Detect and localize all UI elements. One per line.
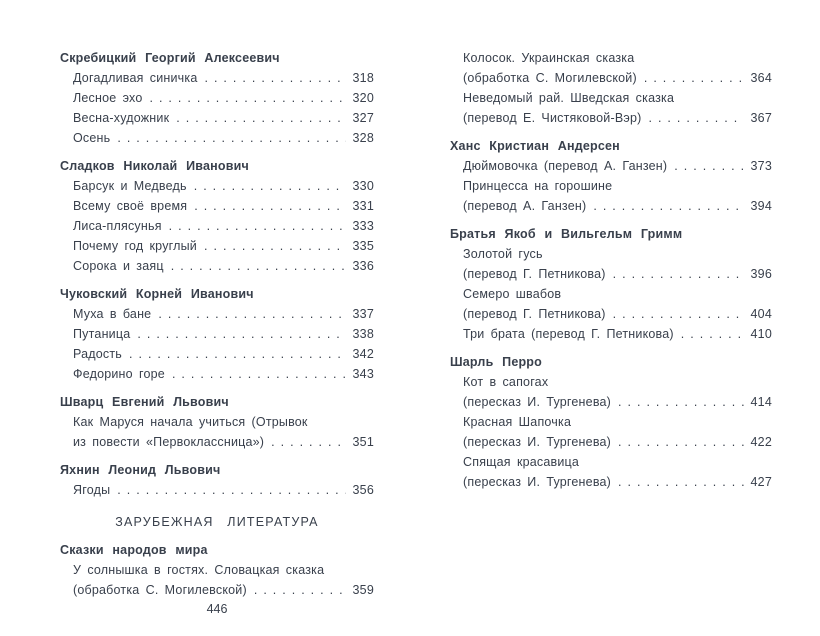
- entry-last-line: [73, 68, 374, 88]
- dot-leader: [149, 88, 346, 108]
- entry-title: из повести «Первоклассница»): [73, 435, 265, 449]
- entry-page-number: 343: [352, 367, 374, 381]
- entry-title: Дюймовочка (перевод А. Ганзен): [463, 159, 668, 173]
- toc-entry: [60, 412, 374, 452]
- entry-last-line: [73, 324, 374, 344]
- entry-title: Путаница: [73, 327, 131, 341]
- entry-last-line: [73, 196, 374, 216]
- toc-column-right: [450, 48, 772, 492]
- entry-last-line: [73, 256, 374, 276]
- entry-title: Лесное эхо: [73, 91, 143, 105]
- entry-title: Осень: [73, 131, 111, 145]
- toc-entry: [60, 304, 374, 324]
- entry-page-number: 328: [352, 131, 374, 145]
- author-heading: Сладков Николай Иванович: [60, 159, 249, 173]
- toc-entry: [60, 256, 374, 276]
- toc-entry: [60, 108, 374, 128]
- entry-last-line: [463, 432, 772, 452]
- entry-last-line: [73, 432, 374, 452]
- dot-leader: [169, 216, 346, 236]
- entry-title-line: Как Маруся начала учиться (Отрывок: [73, 415, 308, 429]
- entry-title-line: Спящая красавица: [463, 455, 580, 469]
- dot-leader: [593, 196, 744, 216]
- toc-entry: [450, 48, 772, 88]
- entry-last-line: [73, 128, 374, 148]
- entry-page-number: 364: [750, 71, 772, 85]
- entry-last-line: [463, 324, 772, 344]
- dot-leader: [204, 68, 346, 88]
- entry-title: (перевод А. Ганзен): [463, 199, 587, 213]
- toc-entry: [60, 196, 374, 216]
- entry-page-number: 336: [352, 259, 374, 273]
- entry-page-number: 337: [352, 307, 374, 321]
- entry-title-line: Красная Шапочка: [463, 415, 572, 429]
- dot-leader: [117, 128, 346, 148]
- entry-title: (перевод Г. Петникова): [463, 267, 606, 281]
- author-heading: Ханс Кристиан Андерсен: [450, 139, 620, 153]
- entry-last-line: [463, 264, 772, 284]
- dot-leader: [137, 324, 346, 344]
- entry-last-line: [463, 156, 772, 176]
- dot-leader: [271, 432, 346, 452]
- toc-entry: [60, 324, 374, 344]
- author-heading: Шарль Перро: [450, 355, 542, 369]
- dot-leader: [158, 304, 346, 324]
- entry-page-number: 373: [750, 159, 772, 173]
- dot-leader: [129, 344, 346, 364]
- entry-page-number: 320: [352, 91, 374, 105]
- dot-leader: [613, 264, 744, 284]
- entry-title: Всему своё время: [73, 199, 188, 213]
- entry-title-line: Кот в сапогах: [463, 375, 549, 389]
- dot-leader: [618, 432, 744, 452]
- page-number: 446: [206, 602, 228, 616]
- dot-leader: [613, 304, 744, 324]
- entry-last-line: [73, 88, 374, 108]
- toc-column-left: [60, 48, 374, 600]
- toc-entry: [450, 244, 772, 284]
- entry-page-number: 338: [352, 327, 374, 341]
- entry-last-line: [463, 392, 772, 412]
- entry-last-line: [73, 480, 374, 500]
- toc-entry: [60, 344, 374, 364]
- toc-entry: [450, 176, 772, 216]
- entry-page-number: 342: [352, 347, 374, 361]
- dot-leader: [172, 364, 346, 384]
- entry-last-line: [73, 108, 374, 128]
- author-heading: Скребицкий Георгий Алексеевич: [60, 51, 280, 65]
- author-heading: Сказки народов мира: [60, 543, 208, 557]
- entry-title: Догадливая синичка: [73, 71, 198, 85]
- entry-page-number: 330: [352, 179, 374, 193]
- dot-leader: [648, 108, 744, 128]
- entry-last-line: [463, 472, 772, 492]
- entry-page-number: 422: [750, 435, 772, 449]
- entry-title-line: Принцесса на горошине: [463, 179, 613, 193]
- entry-title: (пересказ И. Тургенева): [463, 395, 612, 409]
- entry-last-line: [463, 304, 772, 324]
- dot-leader: [618, 392, 744, 412]
- entry-page-number: 414: [750, 395, 772, 409]
- toc-entry: [60, 128, 374, 148]
- entry-last-line: [73, 364, 374, 384]
- entry-title: Лиса-плясунья: [73, 219, 162, 233]
- entry-page-number: 427: [750, 475, 772, 489]
- toc-entry: [450, 412, 772, 452]
- dot-leader: [194, 176, 346, 196]
- dot-leader: [254, 580, 346, 600]
- dot-leader: [681, 324, 744, 344]
- toc-entry: [60, 364, 374, 384]
- dot-leader: [176, 108, 346, 128]
- entry-last-line: [73, 580, 374, 600]
- entry-title: (обработка С. Могилевской): [463, 71, 637, 85]
- toc-entry: [450, 88, 772, 128]
- author-heading: Братья Якоб и Вильгельм Гримм: [450, 227, 683, 241]
- toc-entry: [60, 176, 374, 196]
- dot-leader: [204, 236, 346, 256]
- entry-title-line: Неведомый рай. Шведская сказка: [463, 91, 675, 105]
- toc-entry: [60, 236, 374, 256]
- entry-page-number: 404: [750, 307, 772, 321]
- dot-leader: [171, 256, 346, 276]
- author-heading: Яхнин Леонид Львович: [60, 463, 221, 477]
- entry-last-line: [73, 176, 374, 196]
- entry-page-number: 333: [352, 219, 374, 233]
- dot-leader: [674, 156, 744, 176]
- toc-entry: [450, 452, 772, 492]
- entry-title: Федорино горе: [73, 367, 165, 381]
- toc-entry: [450, 324, 772, 344]
- entry-page-number: 335: [352, 239, 374, 253]
- toc-entry: [60, 216, 374, 236]
- entry-title: (обработка С. Могилевской): [73, 583, 247, 597]
- entry-title: Ягоды: [73, 483, 111, 497]
- entry-page-number: 318: [352, 71, 374, 85]
- entry-page-number: 396: [750, 267, 772, 281]
- toc-entry: [450, 372, 772, 412]
- entry-page-number: 327: [352, 111, 374, 125]
- entry-page-number: 410: [750, 327, 772, 341]
- entry-title: Барсук и Медведь: [73, 179, 187, 193]
- toc-entry: [60, 560, 374, 600]
- entry-title: (пересказ И. Тургенева): [463, 475, 612, 489]
- entry-title: Три брата (перевод Г. Петникова): [463, 327, 674, 341]
- entry-title: Муха в бане: [73, 307, 152, 321]
- toc-entry: [450, 156, 772, 176]
- dot-leader: [644, 68, 744, 88]
- toc-entry: [60, 480, 374, 500]
- entry-title-line: У солнышка в гостях. Словацкая сказка: [73, 563, 325, 577]
- author-heading: Чуковский Корней Иванович: [60, 287, 254, 301]
- section-heading: ЗАРУБЕЖНАЯ ЛИТЕРАТУРА: [115, 515, 319, 529]
- entry-page-number: 356: [352, 483, 374, 497]
- entry-title-line: Семеро швабов: [463, 287, 562, 301]
- dot-leader: [117, 480, 346, 500]
- entry-page-number: 359: [352, 583, 374, 597]
- entry-title: (перевод Г. Петникова): [463, 307, 606, 321]
- entry-title-line: Колосок. Украинская сказка: [463, 51, 635, 65]
- entry-title: Сорока и заяц: [73, 259, 164, 273]
- author-heading: Шварц Евгений Львович: [60, 395, 229, 409]
- dot-leader: [194, 196, 346, 216]
- entry-title: (перевод Е. Чистяковой-Вэр): [463, 111, 642, 125]
- entry-title: Весна-художник: [73, 111, 170, 125]
- entry-last-line: [73, 216, 374, 236]
- entry-title-line: Золотой гусь: [463, 247, 543, 261]
- dot-leader: [618, 472, 744, 492]
- entry-page-number: 394: [750, 199, 772, 213]
- entry-last-line: [73, 304, 374, 324]
- toc-entry: [60, 88, 374, 108]
- entry-title: (пересказ И. Тургенева): [463, 435, 612, 449]
- entry-last-line: [73, 344, 374, 364]
- entry-page-number: 331: [352, 199, 374, 213]
- entry-page-number: 351: [352, 435, 374, 449]
- entry-last-line: [463, 108, 772, 128]
- entry-last-line: [73, 236, 374, 256]
- toc-entry: [60, 68, 374, 88]
- entry-last-line: [463, 68, 772, 88]
- entry-last-line: [463, 196, 772, 216]
- entry-page-number: 367: [750, 111, 772, 125]
- entry-title: Радость: [73, 347, 123, 361]
- toc-entry: [450, 284, 772, 324]
- entry-title: Почему год круглый: [73, 239, 197, 253]
